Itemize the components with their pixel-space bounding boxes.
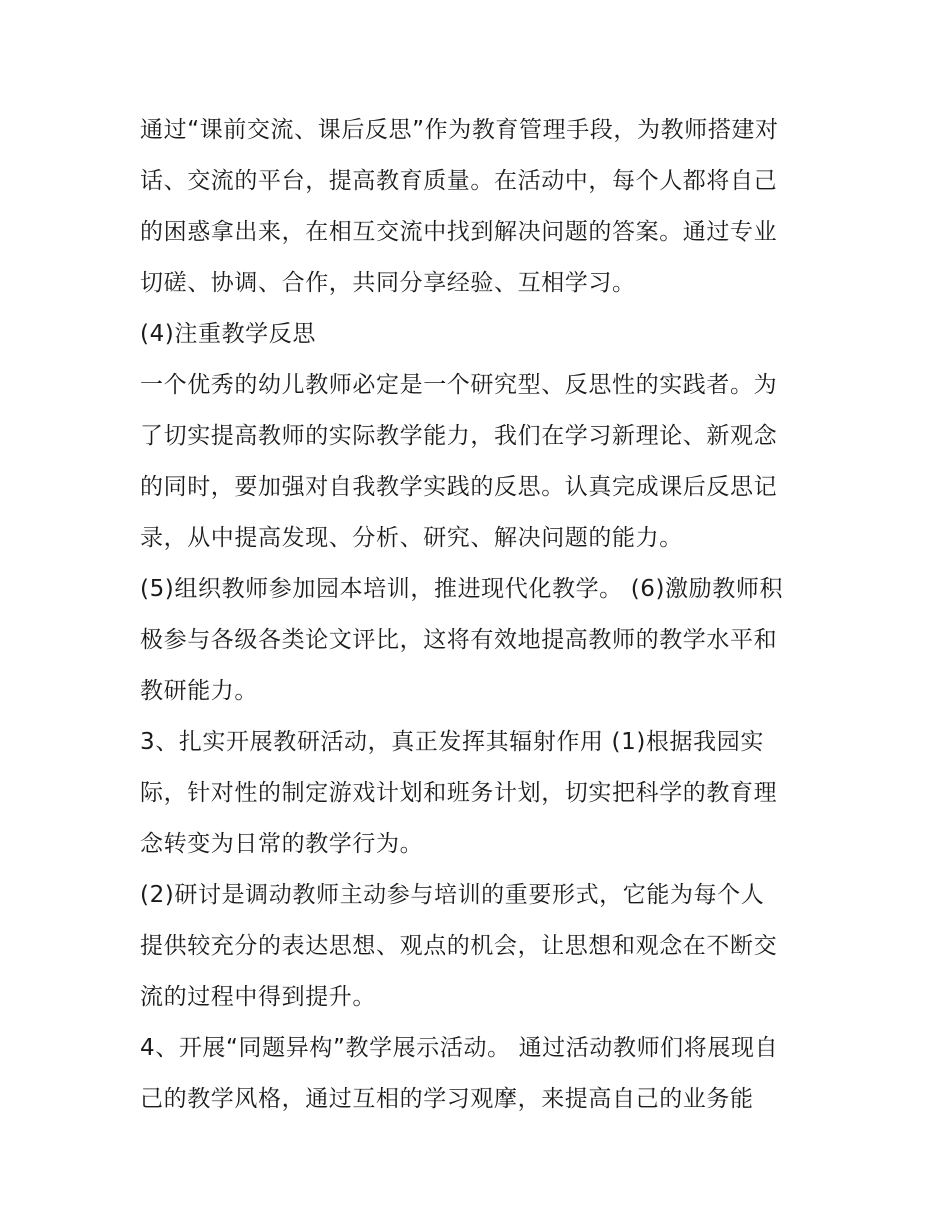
text-line-3: 的困惑拿出来，在相互交流中找到解决问题的答案。通过专业 xyxy=(140,219,778,245)
text-line-6: 一个优秀的幼儿教师必定是一个研究型、反思性的实践者。为 xyxy=(140,372,778,398)
text-line-14: 际，针对性的制定游戏计划和班务计划，切实把科学的教育理 xyxy=(140,780,778,806)
text-line-7: 了切实提高教师的实际教学能力，我们在学习新理论、新观念 xyxy=(140,423,778,449)
text-line-8: 的同时，要加强对自我教学实践的反思。认真完成课后反思记 xyxy=(140,474,778,500)
text-line-20: 己的教学风格，通过互相的学习观摩，来提高自己的业务能 xyxy=(140,1086,754,1112)
text-line-11: 极参与各级各类论文评比，这将有效地提高教师的教学水平和 xyxy=(140,627,778,653)
text-line-15: 念转变为日常的教学行为。 xyxy=(140,831,424,857)
text-line-17: 提供较充分的表达思想、观点的机会，让思想和观念在不断交 xyxy=(140,933,778,959)
document-body xyxy=(140,105,820,1125)
text-line-19: 4、开展“同题异构”教学展示活动。 通过活动教师们将展现自 xyxy=(140,1035,779,1061)
text-line-1: 通过“课前交流、课后反思”作为教育管理手段，为教师搭建对 xyxy=(140,117,779,143)
text-line-2: 话、交流的平台，提高教育质量。在活动中，每个人都将自己 xyxy=(140,168,778,194)
text-line-4: 切磋、协调、合作，共同分享经验、互相学习。 xyxy=(140,270,636,296)
section-heading-4: (4)注重教学反思 xyxy=(140,321,316,347)
text-line-16: (2)研讨是调动教师主动参与培训的重要形式，它能为每个人 xyxy=(140,882,765,908)
text-line-13: 3、扎实开展教研活动，真正发挥其辐射作用 (1)根据我园实 xyxy=(140,729,764,755)
text-line-9: 录，从中提高发现、分析、研究、解决问题的能力。 xyxy=(140,525,683,551)
text-line-12: 教研能力。 xyxy=(140,678,258,704)
text-line-10: (5)组织教师参加园本培训，推进现代化教学。 (6)激励教师积 xyxy=(140,576,784,602)
text-line-18: 流的过程中得到提升。 xyxy=(140,984,376,1010)
